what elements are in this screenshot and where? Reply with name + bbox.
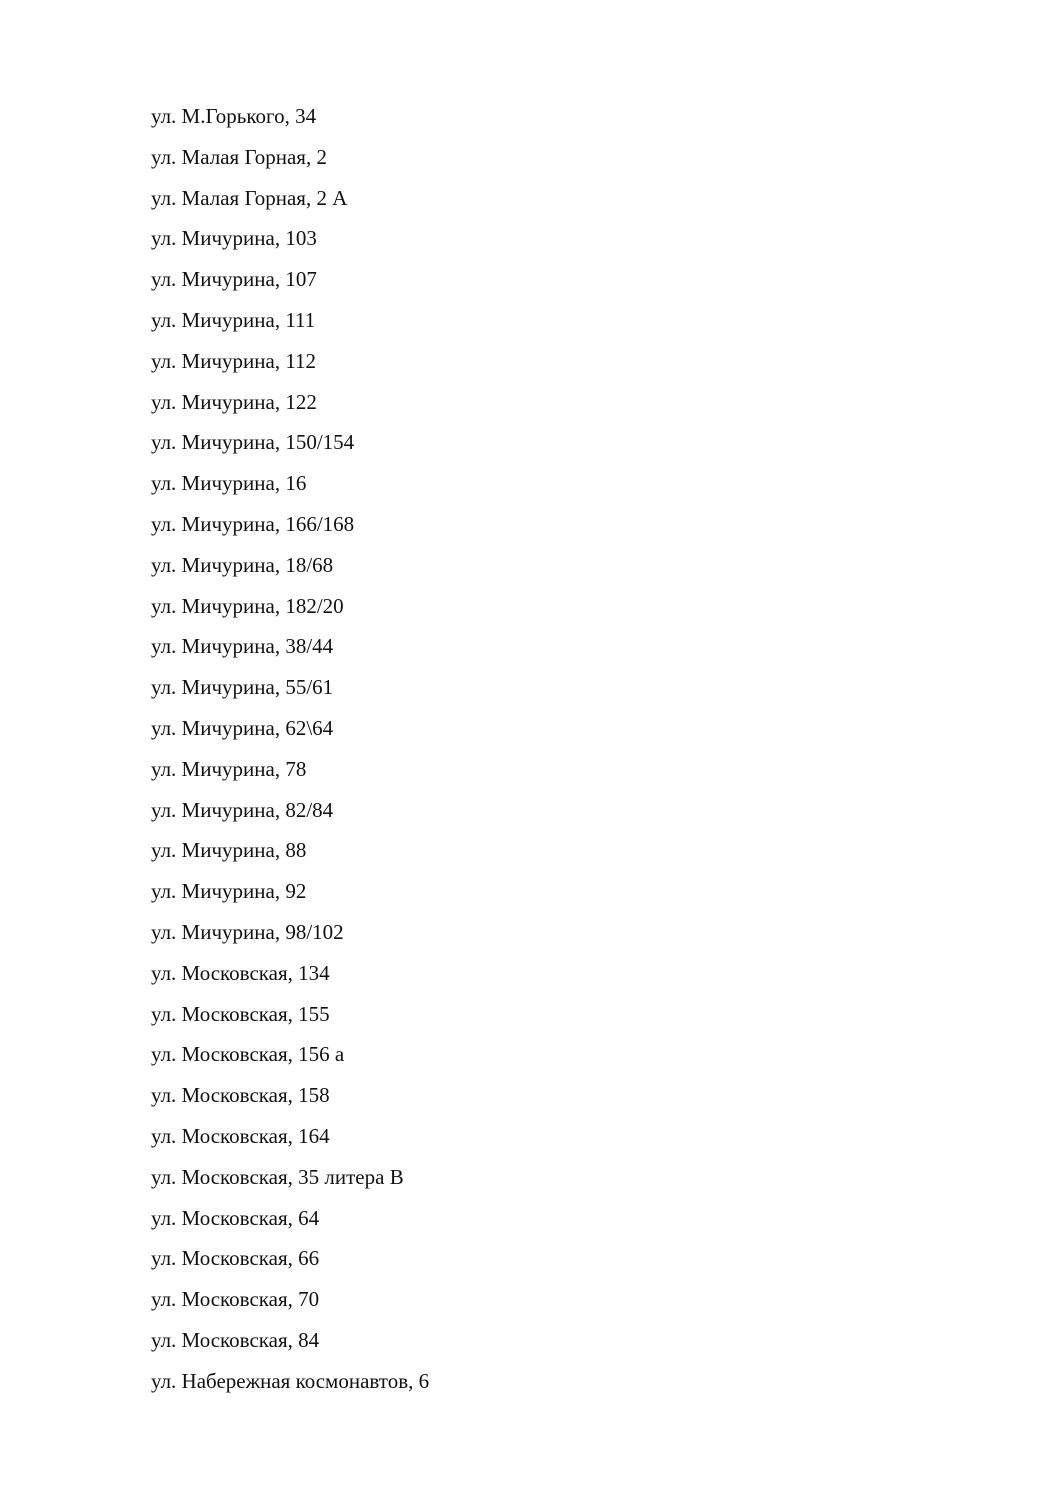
address-item: ул. Мичурина, 103 [151,226,317,251]
address-item: ул. М.Горького, 34 [151,104,317,128]
address-item: ул. Малая Горная, 2 А [151,185,348,210]
address-list [151,96,951,1402]
address-item: ул. Московская, 84 [151,1327,320,1352]
address-item: ул. Мичурина, 98/102 [151,919,344,944]
address-item: ул. Мичурина, 82/84 [151,797,334,822]
address-item: ул. Московская, 64 [151,1205,320,1230]
address-item: ул. Мичурина, 107 [151,267,317,292]
address-item: ул. Московская, 156 а [151,1042,345,1067]
address-item: ул. Мичурина, 62\64 [151,715,334,740]
address-item: ул. Набережная космонавтов, 6 [151,1368,430,1393]
address-item: ул. Мичурина, 88 [151,838,307,863]
address-item: ул. Московская, 134 [151,960,330,985]
address-item: ул. Мичурина, 55/61 [151,675,334,700]
address-item: ул. Московская, 164 [151,1123,330,1148]
address-item: ул. Московская, 155 [151,1001,330,1026]
address-item: ул. Мичурина, 38/44 [151,634,334,659]
address-item: ул. Московская, 70 [151,1287,320,1312]
address-item: ул. Мичурина, 92 [151,879,307,904]
address-item: ул. Московская, 35 литера В [151,1164,404,1189]
address-item: ул. Мичурина, 166/168 [151,511,355,536]
address-item: ул. Мичурина, 78 [151,756,307,781]
address-item: ул. Мичурина, 182/20 [151,593,344,618]
address-item: ул. Мичурина, 111 [151,307,316,332]
address-item: ул. Мичурина, 150/154 [151,430,355,455]
address-item: ул. Малая Горная, 2 [151,144,327,169]
address-item: ул. Мичурина, 122 [151,389,317,414]
address-item: ул. Московская, 158 [151,1083,330,1108]
address-item: ул. Мичурина, 18/68 [151,552,334,577]
address-item: ул. Московская, 66 [151,1246,320,1271]
address-item: ул. Мичурина, 16 [151,471,307,496]
address-item: ул. Мичурина, 112 [151,348,317,373]
